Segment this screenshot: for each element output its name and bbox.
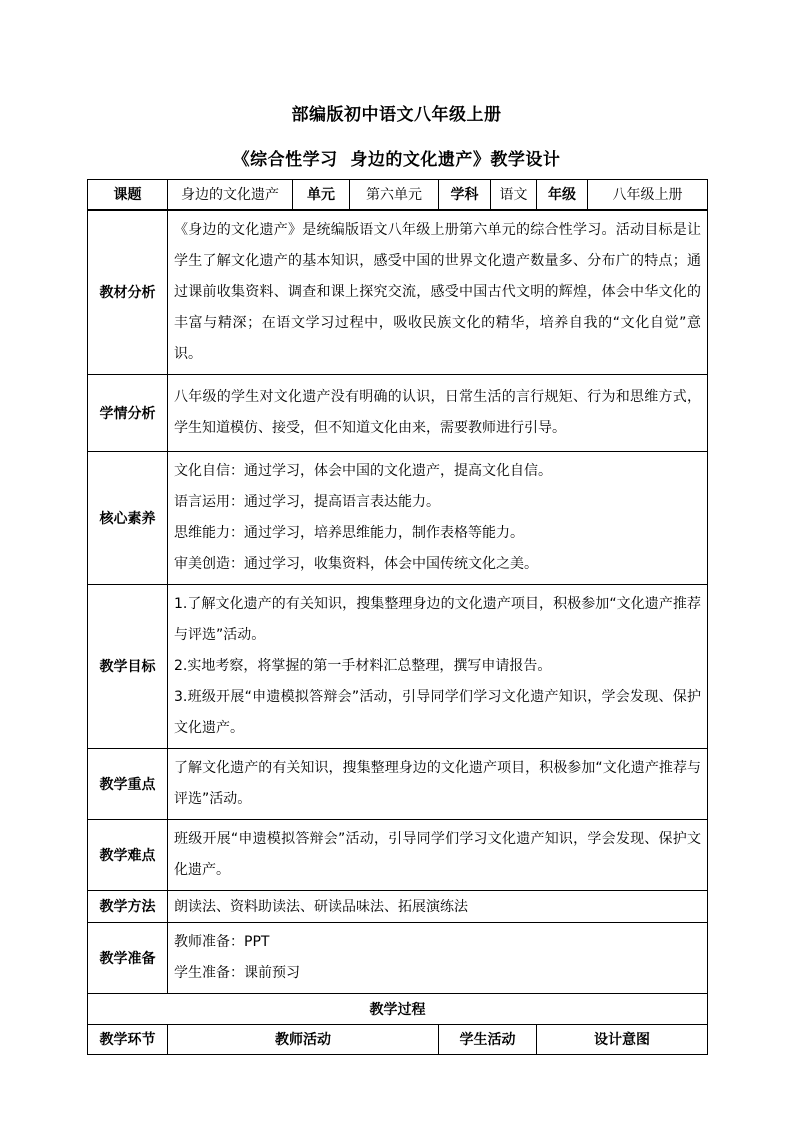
subject-value: 语文	[491, 180, 537, 210]
goal-item: 2.实地考察，将掌握的第一手材料汇总整理，撰写申请报告。	[174, 657, 552, 674]
subject-label: 学科	[439, 180, 491, 210]
preparation-label: 教学准备	[88, 922, 168, 993]
difficulty-text: 班级开展“申遗模拟答辩会”活动，引导同学们学习文化遗产知识，学会发现、保护文化遗产。	[168, 819, 708, 890]
key-point-label: 教学重点	[88, 748, 168, 819]
topic-value: 身边的文化遗产	[168, 180, 293, 210]
difficulty-label: 教学难点	[88, 819, 168, 890]
material-label: 教材分析	[88, 210, 168, 375]
process-header-row	[88, 1024, 708, 1054]
goals-row	[88, 584, 708, 748]
unit-value: 第六单元	[350, 180, 439, 210]
material-text: 《身边的文化遗产》是统编版语文八年级上册第六单元的综合性学习。活动目标是让学生了解文化遗产的基本知识，感受中国的世界文化遗产数量多、分布广的特点；通过课前收集资料、调查和课上探究交流，感受中国古代文明的辉煌，体会中华文化的丰富与精深；在语文学习过程中，吸收民族文化的精华，培养自我的“文化自觉”意识。	[168, 210, 708, 375]
grade-label: 年级	[537, 180, 588, 210]
preparation-row	[88, 922, 708, 993]
students-label: 学情分析	[88, 374, 168, 451]
document-title: 部编版初中语文八年级上册	[291, 105, 502, 125]
process-title-row	[88, 993, 708, 1024]
students-row	[88, 374, 708, 451]
goal-item: 3.班级开展“申遗模拟答辩会”活动，引导同学们学习文化遗产知识，学会发现、保护文化遗产。	[174, 688, 701, 736]
methods-label: 教学方法	[88, 890, 168, 922]
info-row	[88, 180, 708, 210]
literacy-line: 语言运用：通过学习，提高语言表达能力。	[174, 493, 440, 510]
preparation-line: 学生准备：课前预习	[174, 964, 300, 981]
topic-label: 课题	[88, 180, 168, 210]
literacy-row	[88, 451, 708, 584]
document-subtitle: 《综合性学习 身边的文化遗产》教学设计	[232, 150, 561, 170]
literacy-line: 思维能力：通过学习，培养思维能力，制作表格等能力。	[174, 524, 524, 541]
grade-value: 八年级上册	[588, 180, 708, 210]
col-student-header: 学生活动	[439, 1024, 537, 1054]
literacy-label: 核心素养	[88, 451, 168, 584]
goals-content	[168, 584, 708, 748]
unit-label: 单元	[293, 180, 350, 210]
preparation-line: 教师准备：PPT	[174, 933, 270, 950]
key-point-row	[88, 748, 708, 819]
col-intent-header: 设计意图	[537, 1024, 708, 1054]
preparation-content	[168, 922, 708, 993]
col-teacher-header: 教师活动	[168, 1024, 439, 1054]
students-text: 八年级的学生对文化遗产没有明确的认识，日常生活的言行规矩、行为和思维方式，学生知道模仿、接受，但不知道文化由来，需要教师进行引导。	[168, 374, 708, 451]
literacy-line: 审美创造：通过学习，收集资料，体会中国传统文化之美。	[174, 555, 538, 572]
col-stage-header: 教学环节	[88, 1024, 168, 1054]
methods-row	[88, 890, 708, 922]
key-point-text: 了解文化遗产的有关知识，搜集整理身边的文化遗产项目，积极参加“文化遗产推荐与评选”活动。	[168, 748, 708, 819]
process-title: 教学过程	[88, 993, 708, 1024]
literacy-line: 文化自信：通过学习，体会中国的文化遗产，提高文化自信。	[174, 462, 552, 479]
methods-text: 朗读法、资料助读法、研读品味法、拓展演练法	[168, 890, 708, 922]
literacy-content	[168, 451, 708, 584]
goals-label: 教学目标	[88, 584, 168, 748]
lesson-plan-table	[87, 179, 708, 1055]
material-row	[88, 210, 708, 375]
difficulty-row	[88, 819, 708, 890]
goal-item: 1.了解文化遗产的有关知识，搜集整理身边的文化遗产项目，积极参加“文化遗产推荐与评选”活动。	[174, 595, 701, 643]
